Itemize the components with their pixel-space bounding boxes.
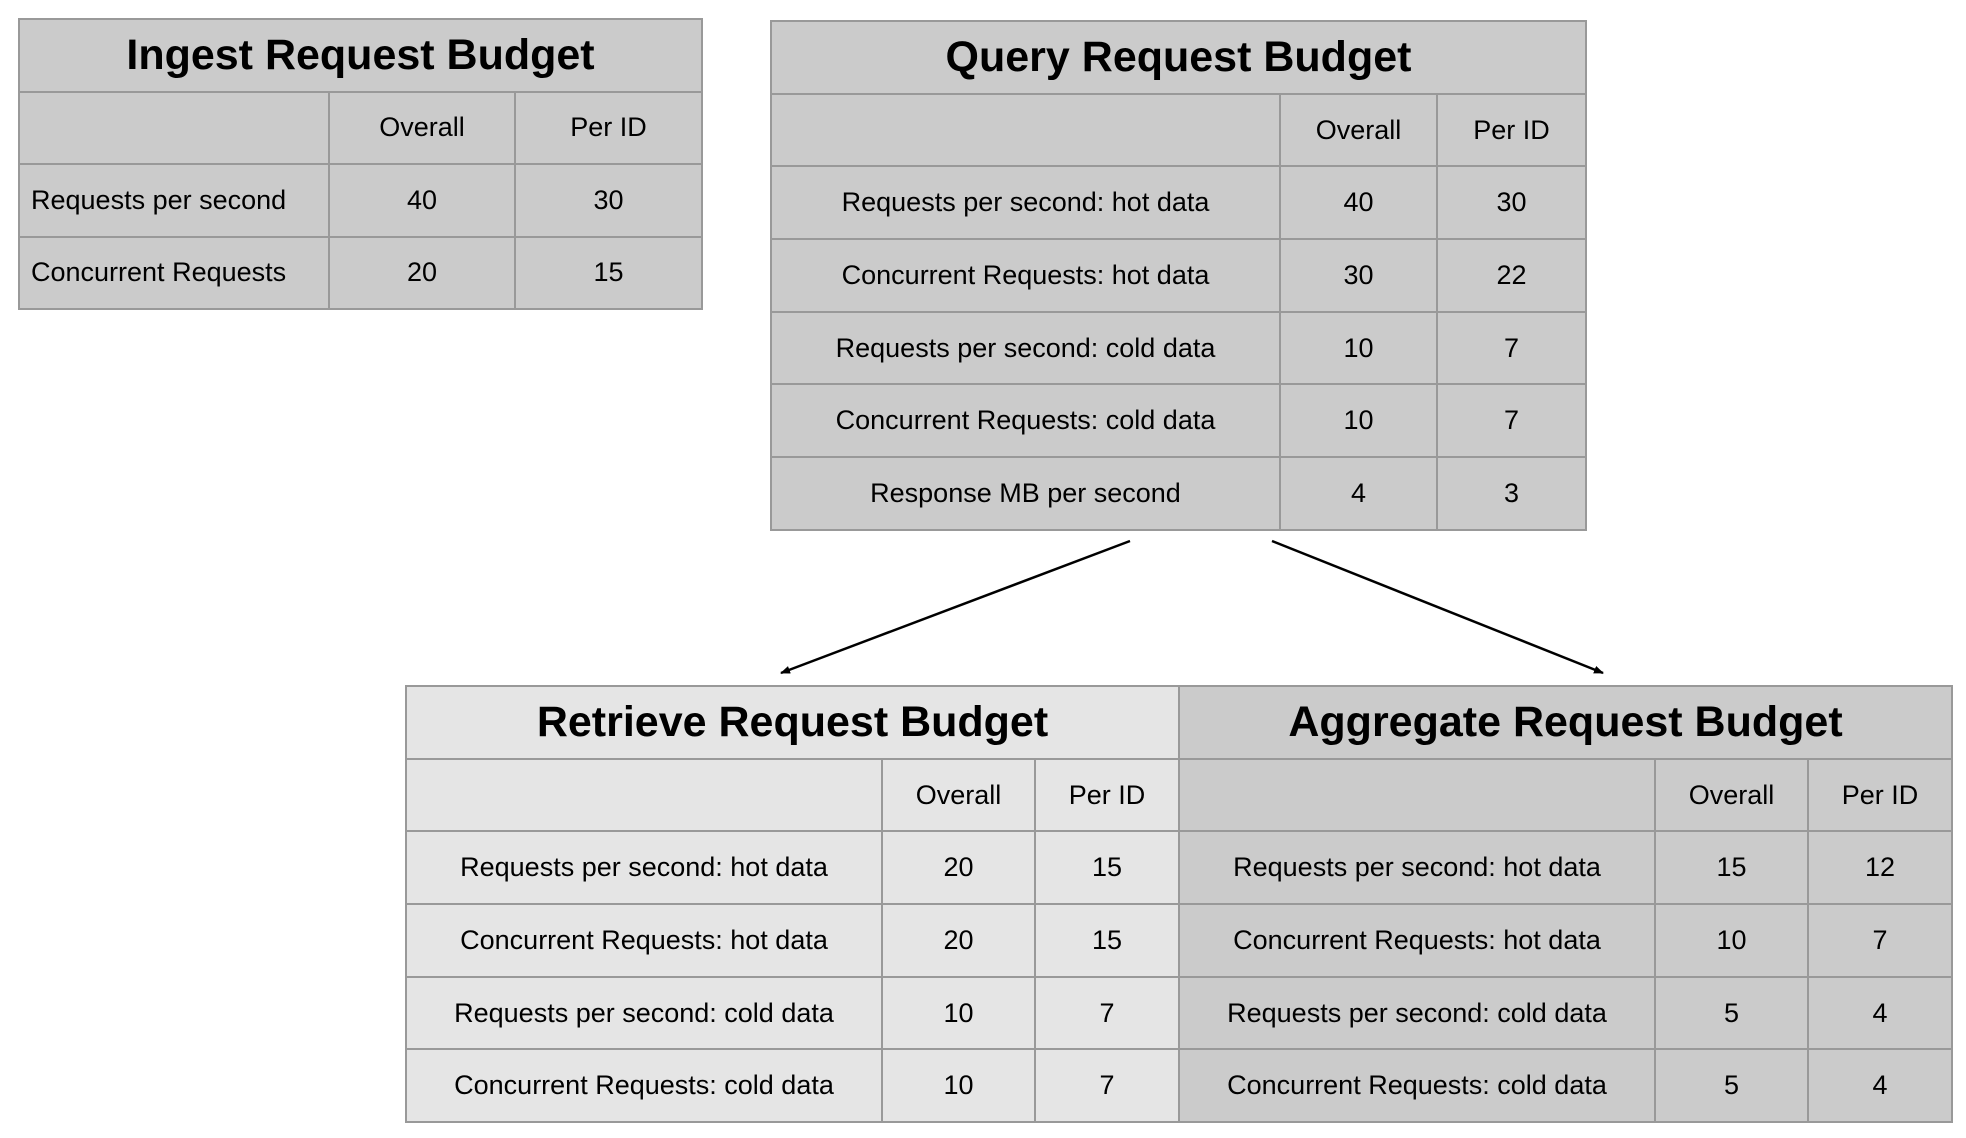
row-label: Requests per second: hot data [406, 831, 882, 904]
table-title: Aggregate Request Budget [1179, 686, 1952, 759]
overall-value: 40 [1280, 166, 1437, 239]
header-cell-empty [19, 92, 329, 165]
ingest-request-budget-table [18, 18, 703, 310]
header-cell-per-id: Per ID [515, 92, 702, 165]
per-id-value: 30 [1437, 166, 1586, 239]
per-id-value: 4 [1808, 977, 1952, 1050]
per-id-value: 15 [1035, 904, 1179, 977]
overall-value: 5 [1655, 977, 1808, 1050]
per-id-value: 3 [1437, 457, 1586, 530]
retrieve-request-budget-table [405, 685, 1180, 1123]
per-id-value: 12 [1808, 831, 1952, 904]
table-row [771, 312, 1586, 385]
arrow-to-aggregate [1272, 541, 1603, 673]
table-title-row [19, 19, 702, 92]
row-label: Requests per second: cold data [406, 977, 882, 1050]
table-row [1179, 904, 1952, 977]
overall-value: 5 [1655, 1049, 1808, 1122]
row-label: Requests per second: hot data [1179, 831, 1655, 904]
table-header-row [771, 94, 1586, 167]
header-cell-overall: Overall [882, 759, 1035, 832]
per-id-value: 7 [1035, 1049, 1179, 1122]
table-row [771, 166, 1586, 239]
overall-value: 30 [1280, 239, 1437, 312]
table-header-row [19, 92, 702, 165]
overall-value: 10 [1280, 312, 1437, 385]
table-row [19, 164, 702, 237]
header-cell-overall: Overall [329, 92, 515, 165]
table-title-row [1179, 686, 1952, 759]
overall-value: 40 [329, 164, 515, 237]
table-title-row [771, 21, 1586, 94]
header-cell-per-id: Per ID [1035, 759, 1179, 832]
arrow-to-retrieve [781, 541, 1130, 673]
overall-value: 10 [882, 977, 1035, 1050]
per-id-value: 7 [1437, 312, 1586, 385]
aggregate-request-budget-table [1178, 685, 1953, 1123]
row-label: Response MB per second [771, 457, 1280, 530]
row-label: Requests per second: hot data [771, 166, 1280, 239]
table-title: Query Request Budget [771, 21, 1586, 94]
overall-value: 20 [882, 904, 1035, 977]
table-row [406, 977, 1179, 1050]
header-cell-per-id: Per ID [1437, 94, 1586, 167]
per-id-value: 7 [1035, 977, 1179, 1050]
table-title-row [406, 686, 1179, 759]
per-id-value: 4 [1808, 1049, 1952, 1122]
header-cell-overall: Overall [1655, 759, 1808, 832]
table-header-row [406, 759, 1179, 832]
overall-value: 4 [1280, 457, 1437, 530]
row-label: Requests per second: cold data [1179, 977, 1655, 1050]
row-label: Requests per second [19, 164, 329, 237]
header-cell-overall: Overall [1280, 94, 1437, 167]
per-id-value: 15 [515, 237, 702, 310]
overall-value: 20 [329, 237, 515, 310]
header-cell-empty [771, 94, 1280, 167]
row-label: Concurrent Requests: hot data [771, 239, 1280, 312]
table-row [771, 457, 1586, 530]
per-id-value: 15 [1035, 831, 1179, 904]
per-id-value: 30 [515, 164, 702, 237]
overall-value: 15 [1655, 831, 1808, 904]
table-row [771, 384, 1586, 457]
table-title: Retrieve Request Budget [406, 686, 1179, 759]
table-row [1179, 977, 1952, 1050]
overall-value: 10 [1280, 384, 1437, 457]
row-label: Concurrent Requests: cold data [406, 1049, 882, 1122]
row-label: Concurrent Requests: hot data [1179, 904, 1655, 977]
table-row [19, 237, 702, 310]
row-label: Concurrent Requests [19, 237, 329, 310]
table-row [771, 239, 1586, 312]
per-id-value: 7 [1437, 384, 1586, 457]
table-row [406, 904, 1179, 977]
query-request-budget-table [770, 20, 1587, 531]
overall-value: 10 [882, 1049, 1035, 1122]
table-row [406, 1049, 1179, 1122]
header-cell-empty [406, 759, 882, 832]
per-id-value: 7 [1808, 904, 1952, 977]
per-id-value: 22 [1437, 239, 1586, 312]
row-label: Requests per second: cold data [771, 312, 1280, 385]
row-label: Concurrent Requests: cold data [1179, 1049, 1655, 1122]
table-row [406, 831, 1179, 904]
overall-value: 20 [882, 831, 1035, 904]
row-label: Concurrent Requests: hot data [406, 904, 882, 977]
header-cell-per-id: Per ID [1808, 759, 1952, 832]
table-row [1179, 831, 1952, 904]
row-label: Concurrent Requests: cold data [771, 384, 1280, 457]
table-header-row [1179, 759, 1952, 832]
overall-value: 10 [1655, 904, 1808, 977]
table-title: Ingest Request Budget [19, 19, 702, 92]
header-cell-empty [1179, 759, 1655, 832]
table-row [1179, 1049, 1952, 1122]
